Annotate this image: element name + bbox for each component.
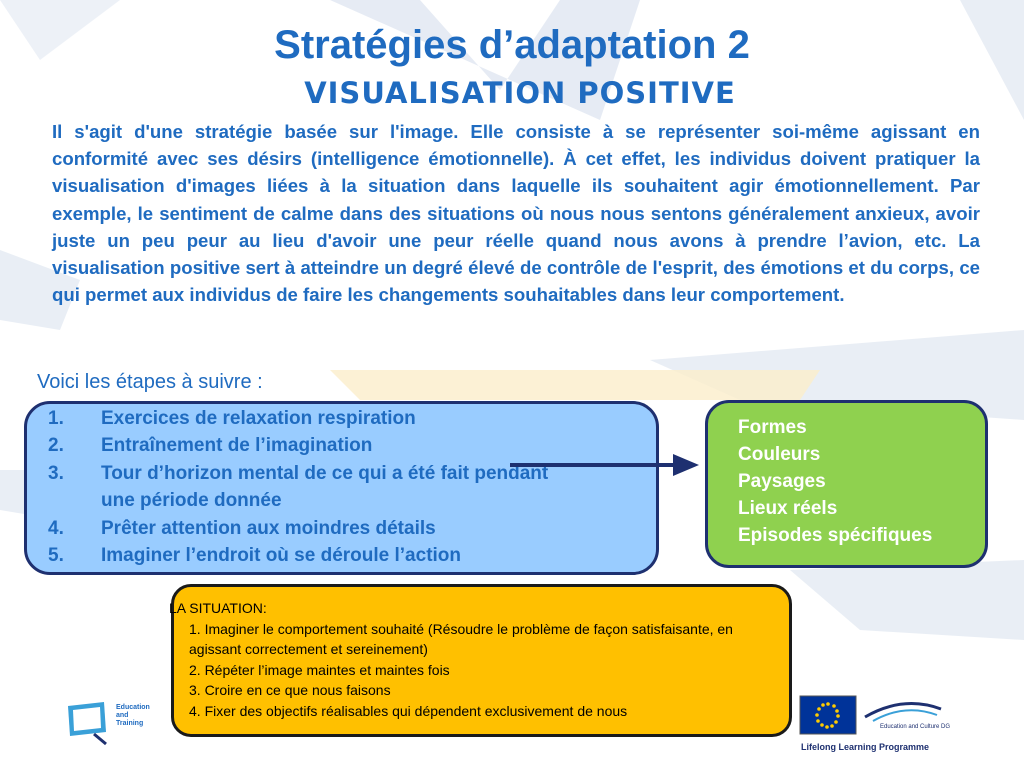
visual-elements-list <box>738 414 932 549</box>
step-item <box>48 515 608 542</box>
intro-paragraph: Il s'agit d'une stratégie basée sur l'image. Elle consiste à se représenter soi-même agissant en conformité avec ses désirs (intelligence émotionnelle). À cet effet, les individus doivent pratiquer la visualisation d'images liées à la situation dans laquelle ils souhaitent agir émotionnellement. Par exemple, le sentiment de calme dans des situations où nous nous sentons généralement anxieux, avoir juste un peu peur au lieu d'avoir une peur réelle quand nous avons à prendre l’avion, etc. La visualisation positive sert à atteindre un degré élevé de contrôle de l'esprit, des émotions et du corps, ce qui permet aux individus de faire les changements souhaitables dans leur comportement. <box>52 121 980 306</box>
page-title: Stratégies d’adaptation 2 <box>274 23 750 67</box>
visual-element-item: Formes <box>738 417 807 438</box>
logo-text: Education <box>116 704 150 711</box>
step-text: Exercices de relaxation respiration <box>101 408 416 429</box>
step-number: 3. <box>48 462 64 484</box>
visual-element-item: Couleurs <box>738 444 821 465</box>
swoosh-icon <box>863 695 943 725</box>
visual-element-item: Paysages <box>738 471 826 492</box>
step-number: 5. <box>48 545 64 567</box>
monitor-icon <box>64 698 114 748</box>
page-subtitle: VISUALISATION POSITIVE <box>304 76 736 110</box>
programme-caption: Lifelong Learning Programme <box>801 742 930 752</box>
step-number: 2. <box>48 435 64 457</box>
situation-item: 3. Croire en ce que nous faisons <box>189 682 391 698</box>
situation-item: 1. Imaginer le comportement souhaité (Résoudre le problème de façon satisfaisante, en agissant correctement et sereinement) <box>189 620 733 657</box>
logo-text: Training <box>116 720 144 727</box>
step-item <box>48 405 608 432</box>
step-number: 4. <box>48 517 64 539</box>
eu-logo <box>799 695 859 742</box>
situation-content <box>169 598 769 721</box>
visual-element-item: Lieux réels <box>738 498 838 519</box>
ec-dg-caption: Education and Culture DG <box>880 724 951 730</box>
situation-list <box>169 619 769 722</box>
logo-text: and <box>116 712 129 719</box>
step-item <box>48 542 608 569</box>
steps-heading: Voici les étapes à suivre : <box>37 371 269 394</box>
situation-title: LA SITUATION: <box>169 600 267 616</box>
eu-flag-icon <box>799 695 859 737</box>
situation-item: 2. Répéter l’image maintes et maintes fois <box>189 661 450 678</box>
situation-item: 4. Fixer des objectifs réalisables qui dépendent exclusivement de nous <box>189 702 628 719</box>
step-number: 1. <box>48 408 64 429</box>
step-text: Prêter attention aux moindres détails <box>101 517 436 539</box>
step-text: Imaginer l’endroit où se déroule l’action <box>101 545 462 567</box>
visual-element-item: Episodes spécifiques <box>738 525 933 546</box>
step-text: Entraînement de l’imagination <box>101 435 373 457</box>
steps-list <box>48 405 608 569</box>
step-text: Tour d’horizon mental de ce qui a été fait pendant une période donnée <box>101 462 549 512</box>
arrow-right-icon <box>505 450 705 480</box>
